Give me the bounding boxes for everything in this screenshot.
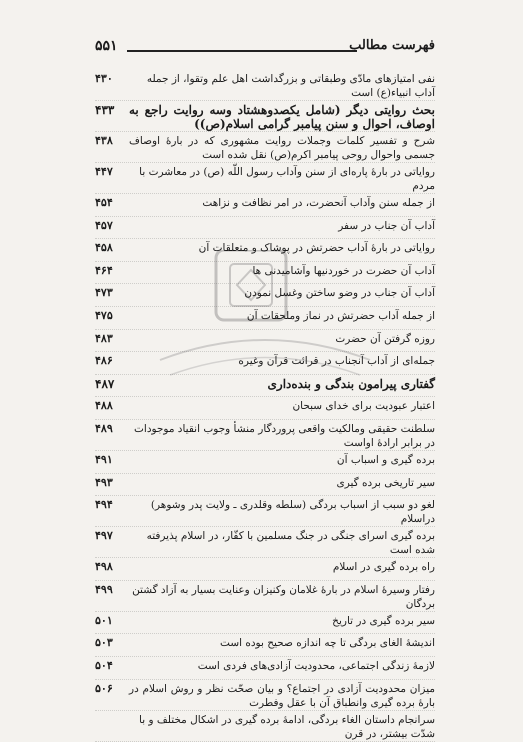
page-number: ۵۵۱ (95, 38, 118, 54)
toc-entry[interactable] (95, 217, 435, 240)
toc-entry[interactable] (95, 352, 435, 375)
toc-entry-text: لغو دو سبب از اسباب بردگی (سلطه وقلدری ـ ولایت پدر وشوهر) دراسلام (150, 499, 435, 526)
toc-entry-page: ۴۵۸ (95, 241, 113, 255)
toc-entry[interactable] (95, 262, 435, 285)
toc-entry-text: از جمله آداب حضرتش در نماز وملحقات آن (246, 309, 435, 322)
toc-entry-page: ۴۹۸ (95, 560, 113, 574)
toc-entry-page: ۵۰۱ (95, 613, 113, 627)
toc-entry-page: ۵۰۳ (95, 636, 113, 650)
toc-entry[interactable] (95, 680, 435, 711)
toc-entry[interactable] (95, 634, 435, 657)
toc-entry-text: میزان محدودیت آزادی در اجتماع؟ و بیان صحّت نظر و روش اسلام در بارهٔ برده گیری وانطباق آن با عقل وفطرت (129, 682, 435, 709)
toc-entry[interactable] (95, 194, 435, 217)
table-of-contents (95, 70, 435, 742)
toc-entry-text: جمله‌ای از آداب آنجناب در قرائت قرآن وغیره (238, 355, 435, 368)
toc-entry-text: روزه گرفتن آن حضرت (335, 332, 435, 345)
toc-entry[interactable] (95, 612, 435, 635)
toc-entry-text: آداب آن حضرت در خوردنیها وآشامیدنی ها (252, 264, 435, 277)
toc-entry-text: از جمله سنن وآداب آنحضرت، در امر نظافت و نزاهت (202, 197, 435, 209)
toc-entry-page: ۴۹۱ (95, 452, 113, 466)
toc-entry-text: برده گیری اسرای جنگی در جنگ مسلمین با کفّار، در اسلام پذیرفته شده است (146, 530, 435, 557)
toc-entry-text: نفی امتیازهای مادّی وطبقاتی و بزرگداشت اهل علم وتقوا، از جمله آداب انبیاء(ع) است (146, 73, 435, 99)
toc-entry-text: اعتبار عبودیت برای خدای سبحان (292, 400, 435, 413)
toc-entry[interactable] (95, 451, 435, 474)
toc-entry[interactable] (95, 163, 435, 194)
toc-entry[interactable] (95, 558, 435, 581)
toc-entry-page: ۴۹۹ (95, 582, 113, 596)
toc-entry-text: روایاتی در بارهٔ آداب حضرتش در پوشاک و متعلقات آن (198, 242, 435, 255)
toc-entry-text: سیر تاریخی برده گیری (336, 476, 435, 489)
toc-entry[interactable] (95, 284, 435, 307)
toc-entry[interactable] (95, 101, 435, 132)
toc-entry-text: راه برده گیری در اسلام (332, 561, 435, 574)
toc-entry[interactable] (95, 70, 435, 101)
toc-entry[interactable] (95, 496, 435, 527)
toc-entry-page: ۴۶۴ (95, 263, 113, 277)
toc-entry[interactable] (95, 527, 435, 558)
toc-entry[interactable] (95, 474, 435, 497)
toc-entry-text: رفتار وسیرهٔ اسلام در بارهٔ غلامان وکنیزان وعنایت بسیار به آزاد گشتن بردگان (132, 583, 435, 610)
toc-entry-text: برده گیری و اسباب آن (336, 453, 435, 466)
toc-entry-page: ۴۸۳ (95, 331, 113, 345)
toc-entry[interactable] (95, 581, 435, 612)
toc-entry-text: آداب آن جناب در سفر (338, 219, 435, 232)
page-header (95, 36, 435, 60)
toc-entry-page: ۴۵۷ (95, 218, 113, 232)
toc-entry-text: آداب آن جناب در وضو ساختن وغسل نمودن (244, 287, 435, 300)
toc-entry-page: ۴۷۳ (95, 286, 113, 300)
header-rule (127, 50, 357, 52)
toc-entry[interactable] (95, 397, 435, 420)
toc-entry-page: ۴۳۸ (95, 134, 113, 147)
toc-entry-text: سرانجام داستان الغاء بردگی، ادامهٔ برده گیری در اشکال مختلف و با شدّت بیشتر، در قرن (139, 713, 435, 740)
running-title: فهرست مطالب (349, 38, 435, 53)
toc-entry[interactable] (95, 307, 435, 330)
toc-entry-page: ۴۷۵ (95, 308, 113, 322)
toc-entry[interactable] (95, 711, 435, 742)
toc-entry-page: ۴۵۴ (95, 196, 113, 209)
toc-entry-text: گفتاری پیرامون بندگی و بنده‌داری (267, 376, 435, 391)
toc-entry-page: ۴۸۹ (95, 421, 113, 435)
toc-entry-text: بحث روایتی دیگر (شامل یکصدوهشتاد وسه روایت راجع به اوصاف، احوال و سنن پیامبر گرامی اسلام(ص)) (129, 103, 435, 131)
toc-entry-page: ۴۹۷ (95, 529, 113, 543)
toc-section-heading[interactable] (95, 375, 435, 398)
toc-entry[interactable] (95, 132, 435, 163)
toc-entry-page: ۴۸۶ (95, 354, 113, 368)
toc-entry-page: ۴۸۸ (95, 399, 113, 413)
toc-entry-page: ۴۳۰ (95, 72, 113, 85)
toc-entry-page: ۴۴۷ (95, 165, 113, 178)
toc-entry-text: لازمهٔ زندگی اجتماعی، محدودیت آزادی‌های فردی است (197, 659, 435, 672)
toc-entry-text: سلطنت حقیقی ومالکیت واقعی پروردگار منشأ وجوب انقیاد موجودات در برابر ارادهٔ اواست (134, 422, 435, 449)
toc-entry-text: شرح و تفسیر کلمات وجملات روایت مشهوری که در بارهٔ اوصاف جسمی واحوال روحی پیامبر اکرم(ص) نقل شده است (129, 135, 435, 161)
toc-entry-page: ۴۸۷ (95, 376, 115, 391)
toc-entry-text: روایاتی در بارهٔ پاره‌ای از سنن وآداب رسول اللّه (ص) در معاشرت با مردم (139, 166, 435, 192)
toc-entry[interactable] (95, 239, 435, 262)
toc-entry-page: ۴۹۴ (95, 498, 113, 512)
toc-entry-page: ۴۹۳ (95, 475, 113, 489)
toc-entry[interactable] (95, 420, 435, 451)
toc-entry[interactable] (95, 657, 435, 680)
toc-entry-text: اندیشهٔ الغای بردگی تا چه اندازه صحیح بوده است (220, 637, 435, 650)
toc-entry-text: سیر برده گیری در تاریخ (332, 614, 435, 627)
toc-entry-page: ۴۳۳ (95, 103, 115, 117)
toc-entry-page: ۵۰۴ (95, 658, 113, 672)
toc-entry-page: ۵۰۶ (95, 681, 113, 695)
toc-entry[interactable] (95, 330, 435, 353)
